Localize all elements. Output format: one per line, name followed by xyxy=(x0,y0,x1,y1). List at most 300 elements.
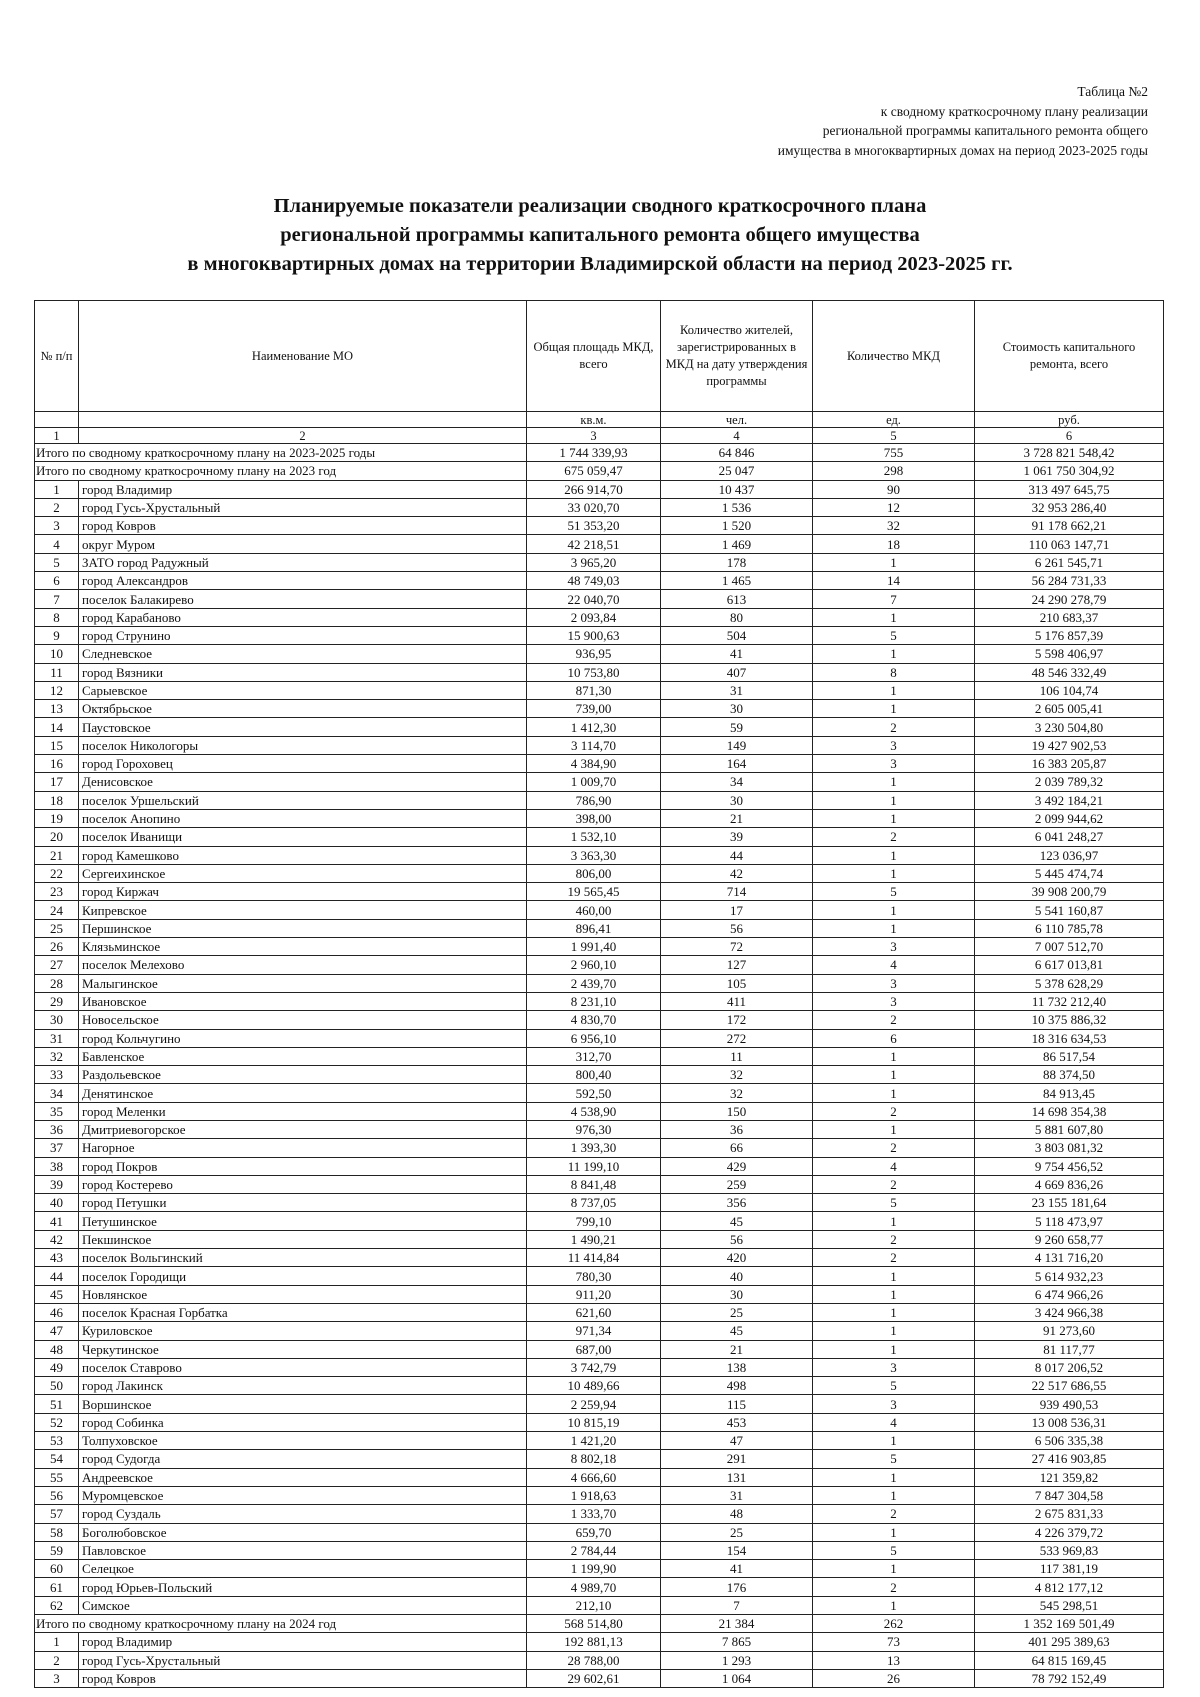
total-area-value: 687,00 xyxy=(527,1340,661,1358)
table-total-row xyxy=(35,1615,1164,1633)
residents-value: 150 xyxy=(661,1102,813,1120)
mo-name: Куриловское xyxy=(79,1322,527,1340)
title-line-1: Планируемые показатели реализации сводного краткосрочного плана xyxy=(273,195,927,217)
residents-value: 59 xyxy=(661,718,813,736)
total-area-value: 1 009,70 xyxy=(527,773,661,791)
mo-name: город Вязники xyxy=(79,663,527,681)
total-area-value: 10 753,80 xyxy=(527,663,661,681)
mo-name: город Суздаль xyxy=(79,1505,527,1523)
table-row xyxy=(35,1047,1164,1065)
mkd-count-value: 1 xyxy=(813,608,975,626)
row-number: 16 xyxy=(35,755,79,773)
mo-name: ЗАТО город Радужный xyxy=(79,553,527,571)
residents-value: 105 xyxy=(661,974,813,992)
mkd-count-value: 6 xyxy=(813,1029,975,1047)
table-row xyxy=(35,1395,1164,1413)
residents-value: 17 xyxy=(661,901,813,919)
total-area-value: 10 489,66 xyxy=(527,1377,661,1395)
row-number: 3 xyxy=(35,1669,79,1687)
repair-cost-value: 78 792 152,49 xyxy=(975,1669,1164,1687)
mkd-count-value: 1 xyxy=(813,1303,975,1321)
table-row xyxy=(35,553,1164,571)
residents-value: 66 xyxy=(661,1139,813,1157)
total-label: Итого по сводному краткосрочному плану на 2023-2025 годы xyxy=(35,444,527,462)
total-area-value: 4 989,70 xyxy=(527,1578,661,1596)
row-number: 23 xyxy=(35,883,79,901)
residents-value: 21 384 xyxy=(661,1615,813,1633)
residents-value: 259 xyxy=(661,1175,813,1193)
repair-cost-value: 84 913,45 xyxy=(975,1084,1164,1102)
table-row xyxy=(35,1541,1164,1559)
mkd-count-value: 14 xyxy=(813,572,975,590)
residents-value: 613 xyxy=(661,590,813,608)
mo-name: город Судогда xyxy=(79,1450,527,1468)
total-area-value: 2 093,84 xyxy=(527,608,661,626)
repair-cost-value: 2 675 831,33 xyxy=(975,1505,1164,1523)
repair-cost-value: 117 381,19 xyxy=(975,1560,1164,1578)
table-row xyxy=(35,773,1164,791)
mkd-count-value: 26 xyxy=(813,1669,975,1687)
table-row xyxy=(35,901,1164,919)
residents-value: 21 xyxy=(661,809,813,827)
residents-value: 411 xyxy=(661,992,813,1010)
total-area-value: 4 830,70 xyxy=(527,1011,661,1029)
row-number: 54 xyxy=(35,1450,79,1468)
residents-value: 1 520 xyxy=(661,517,813,535)
row-number: 57 xyxy=(35,1505,79,1523)
total-area-value: 11 414,84 xyxy=(527,1249,661,1267)
row-number: 1 xyxy=(35,480,79,498)
mkd-count-value: 5 xyxy=(813,1194,975,1212)
repair-cost-value: 24 290 278,79 xyxy=(975,590,1164,608)
repair-cost-value: 6 474 966,26 xyxy=(975,1285,1164,1303)
table-row xyxy=(35,1633,1164,1651)
total-area-value: 1 918,63 xyxy=(527,1486,661,1504)
total-area-value: 871,30 xyxy=(527,681,661,699)
row-number: 32 xyxy=(35,1047,79,1065)
mo-name: Черкутинское xyxy=(79,1340,527,1358)
colnum-6: 6 xyxy=(975,428,1164,444)
residents-value: 21 xyxy=(661,1340,813,1358)
residents-value: 34 xyxy=(661,773,813,791)
table-row xyxy=(35,1267,1164,1285)
mkd-count-value: 1 xyxy=(813,864,975,882)
mo-name: Боголюбовское xyxy=(79,1523,527,1541)
total-area-value: 33 020,70 xyxy=(527,498,661,516)
total-area-value: 15 900,63 xyxy=(527,626,661,644)
table-row xyxy=(35,1578,1164,1596)
residents-value: 47 xyxy=(661,1432,813,1450)
residents-value: 25 xyxy=(661,1303,813,1321)
residents-value: 356 xyxy=(661,1194,813,1212)
mo-name: Першинское xyxy=(79,919,527,937)
mo-name: Сергеихинское xyxy=(79,864,527,882)
mkd-count-value: 1 xyxy=(813,1267,975,1285)
mo-name: город Владимир xyxy=(79,1633,527,1651)
mo-name: Раздольевское xyxy=(79,1066,527,1084)
unit-residents: чел. xyxy=(661,412,813,428)
residents-value: 41 xyxy=(661,1560,813,1578)
total-area-value: 1 333,70 xyxy=(527,1505,661,1523)
total-area-value: 3 114,70 xyxy=(527,736,661,754)
total-area-value: 8 802,18 xyxy=(527,1450,661,1468)
document-title xyxy=(0,192,1200,279)
residents-value: 115 xyxy=(661,1395,813,1413)
residents-value: 272 xyxy=(661,1029,813,1047)
residents-value: 291 xyxy=(661,1450,813,1468)
row-number: 62 xyxy=(35,1596,79,1614)
residents-value: 11 xyxy=(661,1047,813,1065)
mo-name: поселок Иванищи xyxy=(79,828,527,846)
header-number: № п/п xyxy=(35,301,79,412)
total-area-value: 312,70 xyxy=(527,1047,661,1065)
table-row xyxy=(35,1285,1164,1303)
total-area-value: 8 231,10 xyxy=(527,992,661,1010)
mo-name: Паустовское xyxy=(79,718,527,736)
residents-value: 39 xyxy=(661,828,813,846)
residents-value: 31 xyxy=(661,681,813,699)
mo-name: Сарыевское xyxy=(79,681,527,699)
row-number: 10 xyxy=(35,645,79,663)
mo-name: Симское xyxy=(79,1596,527,1614)
mkd-count-value: 5 xyxy=(813,1377,975,1395)
header-row xyxy=(35,301,1164,412)
repair-cost-value: 6 041 248,27 xyxy=(975,828,1164,846)
repair-cost-value: 64 815 169,45 xyxy=(975,1651,1164,1669)
residents-value: 42 xyxy=(661,864,813,882)
caption-line-4: имущества в многоквартирных домах на период 2023-2025 годы xyxy=(777,142,1148,158)
row-number: 61 xyxy=(35,1578,79,1596)
total-area-value: 22 040,70 xyxy=(527,590,661,608)
repair-cost-value: 545 298,51 xyxy=(975,1596,1164,1614)
total-area-value: 2 784,44 xyxy=(527,1541,661,1559)
row-number: 45 xyxy=(35,1285,79,1303)
mkd-count-value: 1 xyxy=(813,1212,975,1230)
row-number: 60 xyxy=(35,1560,79,1578)
mo-name: Новлянское xyxy=(79,1285,527,1303)
row-number: 59 xyxy=(35,1541,79,1559)
total-area-value: 2 960,10 xyxy=(527,956,661,974)
repair-cost-value: 5 118 473,97 xyxy=(975,1212,1164,1230)
unit-mkd-count: ед. xyxy=(813,412,975,428)
mo-name: город Петушки xyxy=(79,1194,527,1212)
mo-name: Нагорное xyxy=(79,1139,527,1157)
table-row xyxy=(35,1157,1164,1175)
total-area-value: 10 815,19 xyxy=(527,1413,661,1431)
residents-value: 56 xyxy=(661,919,813,937)
row-number: 36 xyxy=(35,1120,79,1138)
row-number: 42 xyxy=(35,1230,79,1248)
mo-name: город Меленки xyxy=(79,1102,527,1120)
row-number: 53 xyxy=(35,1432,79,1450)
mo-name: город Гусь-Хрустальный xyxy=(79,1651,527,1669)
total-area-value: 2 259,94 xyxy=(527,1395,661,1413)
mo-name: Малыгинское xyxy=(79,974,527,992)
total-area-value: 621,60 xyxy=(527,1303,661,1321)
table-row xyxy=(35,1468,1164,1486)
row-number: 15 xyxy=(35,736,79,754)
repair-cost-value: 56 284 731,33 xyxy=(975,572,1164,590)
row-number: 26 xyxy=(35,938,79,956)
residents-value: 172 xyxy=(661,1011,813,1029)
row-number: 20 xyxy=(35,828,79,846)
repair-cost-value: 3 492 184,21 xyxy=(975,791,1164,809)
row-number: 51 xyxy=(35,1395,79,1413)
table-row xyxy=(35,1322,1164,1340)
total-area-value: 786,90 xyxy=(527,791,661,809)
colnum-3: 3 xyxy=(527,428,661,444)
total-area-value: 568 514,80 xyxy=(527,1615,661,1633)
mkd-count-value: 1 xyxy=(813,1047,975,1065)
table-row xyxy=(35,1212,1164,1230)
table-row xyxy=(35,938,1164,956)
repair-cost-value: 4 226 379,72 xyxy=(975,1523,1164,1541)
mo-name: Новосельское xyxy=(79,1011,527,1029)
mo-name: Селецкое xyxy=(79,1560,527,1578)
mkd-count-value: 298 xyxy=(813,462,975,480)
repair-cost-value: 14 698 354,38 xyxy=(975,1102,1164,1120)
residents-value: 64 846 xyxy=(661,444,813,462)
mkd-count-value: 2 xyxy=(813,1175,975,1193)
mo-name: Денятинское xyxy=(79,1084,527,1102)
repair-cost-value: 5 378 628,29 xyxy=(975,974,1164,992)
table-row xyxy=(35,626,1164,644)
residents-value: 1 293 xyxy=(661,1651,813,1669)
mo-name: поселок Балакирево xyxy=(79,590,527,608)
row-number: 18 xyxy=(35,791,79,809)
mo-name: поселок Городищи xyxy=(79,1267,527,1285)
mo-name: город Лакинск xyxy=(79,1377,527,1395)
table-row xyxy=(35,1084,1164,1102)
mo-name: город Собинка xyxy=(79,1413,527,1431)
mkd-count-value: 2 xyxy=(813,718,975,736)
mkd-count-value: 3 xyxy=(813,736,975,754)
mo-name: Следневское xyxy=(79,645,527,663)
mkd-count-value: 73 xyxy=(813,1633,975,1651)
repair-cost-value: 2 039 789,32 xyxy=(975,773,1164,791)
total-area-value: 2 439,70 xyxy=(527,974,661,992)
table-total-row xyxy=(35,444,1164,462)
residents-value: 420 xyxy=(661,1249,813,1267)
row-number: 41 xyxy=(35,1212,79,1230)
mo-name: поселок Уршельский xyxy=(79,791,527,809)
mkd-count-value: 2 xyxy=(813,1011,975,1029)
table-row xyxy=(35,1175,1164,1193)
repair-cost-value: 210 683,37 xyxy=(975,608,1164,626)
residents-value: 31 xyxy=(661,1486,813,1504)
total-area-value: 398,00 xyxy=(527,809,661,827)
total-area-value: 780,30 xyxy=(527,1267,661,1285)
row-number: 37 xyxy=(35,1139,79,1157)
mo-name: город Гусь-Хрустальный xyxy=(79,498,527,516)
mkd-count-value: 2 xyxy=(813,1505,975,1523)
mo-name: город Ковров xyxy=(79,1669,527,1687)
colnum-1: 1 xyxy=(35,428,79,444)
table-row xyxy=(35,498,1164,516)
table-row xyxy=(35,645,1164,663)
total-area-value: 8 841,48 xyxy=(527,1175,661,1193)
table-row xyxy=(35,1651,1164,1669)
row-number: 21 xyxy=(35,846,79,864)
total-area-value: 11 199,10 xyxy=(527,1157,661,1175)
repair-cost-value: 91 178 662,21 xyxy=(975,517,1164,535)
total-area-value: 4 538,90 xyxy=(527,1102,661,1120)
mkd-count-value: 1 xyxy=(813,1468,975,1486)
total-area-value: 1 421,20 xyxy=(527,1432,661,1450)
residents-value: 25 xyxy=(661,1523,813,1541)
repair-cost-value: 13 008 536,31 xyxy=(975,1413,1164,1431)
table-row xyxy=(35,809,1164,827)
mkd-count-value: 8 xyxy=(813,663,975,681)
repair-cost-value: 2 099 944,62 xyxy=(975,809,1164,827)
caption-line-3: региональной программы капитального ремонта общего xyxy=(822,123,1148,138)
total-area-value: 1 991,40 xyxy=(527,938,661,956)
repair-cost-value: 7 007 512,70 xyxy=(975,938,1164,956)
row-number: 14 xyxy=(35,718,79,736)
mo-name: Кипревское xyxy=(79,901,527,919)
residents-value: 453 xyxy=(661,1413,813,1431)
repair-cost-value: 401 295 389,63 xyxy=(975,1633,1164,1651)
residents-value: 7 xyxy=(661,1596,813,1614)
repair-cost-value: 7 847 304,58 xyxy=(975,1486,1164,1504)
mkd-count-value: 4 xyxy=(813,1413,975,1431)
total-area-value: 806,00 xyxy=(527,864,661,882)
mo-name: город Карабаново xyxy=(79,608,527,626)
residents-value: 30 xyxy=(661,1285,813,1303)
table-caption xyxy=(778,82,1148,160)
mo-name: Денисовское xyxy=(79,773,527,791)
row-number: 40 xyxy=(35,1194,79,1212)
row-number: 52 xyxy=(35,1413,79,1431)
row-number: 8 xyxy=(35,608,79,626)
unit-number xyxy=(35,412,79,428)
mkd-count-value: 2 xyxy=(813,1139,975,1157)
residents-value: 1 469 xyxy=(661,535,813,553)
table-row xyxy=(35,1377,1164,1395)
repair-cost-value: 10 375 886,32 xyxy=(975,1011,1164,1029)
mkd-count-value: 5 xyxy=(813,626,975,644)
caption-line-1: Таблица №2 xyxy=(1077,84,1148,99)
mkd-count-value: 2 xyxy=(813,1230,975,1248)
repair-cost-value: 22 517 686,55 xyxy=(975,1377,1164,1395)
repair-cost-value: 106 104,74 xyxy=(975,681,1164,699)
table-row xyxy=(35,1066,1164,1084)
row-number: 31 xyxy=(35,1029,79,1047)
mo-name: Октябрьское xyxy=(79,700,527,718)
mkd-count-value: 32 xyxy=(813,517,975,535)
mo-name: Клязьминское xyxy=(79,938,527,956)
repair-cost-value: 5 614 932,23 xyxy=(975,1267,1164,1285)
mkd-count-value: 3 xyxy=(813,755,975,773)
total-label: Итого по сводному краткосрочному плану на 2023 год xyxy=(35,462,527,480)
total-area-value: 1 490,21 xyxy=(527,1230,661,1248)
mo-name: город Владимир xyxy=(79,480,527,498)
row-number: 29 xyxy=(35,992,79,1010)
row-number: 19 xyxy=(35,809,79,827)
mkd-count-value: 5 xyxy=(813,883,975,901)
indicators-table xyxy=(34,300,1164,1688)
mkd-count-value: 1 xyxy=(813,1120,975,1138)
repair-cost-value: 2 605 005,41 xyxy=(975,700,1164,718)
repair-cost-value: 4 812 177,12 xyxy=(975,1578,1164,1596)
repair-cost-value: 5 541 160,87 xyxy=(975,901,1164,919)
table-row xyxy=(35,1194,1164,1212)
mo-name: город Гороховец xyxy=(79,755,527,773)
repair-cost-value: 4 131 716,20 xyxy=(975,1249,1164,1267)
mo-name: Дмитриевогорское xyxy=(79,1120,527,1138)
repair-cost-value: 16 383 205,87 xyxy=(975,755,1164,773)
row-number: 50 xyxy=(35,1377,79,1395)
total-area-value: 8 737,05 xyxy=(527,1194,661,1212)
row-number: 3 xyxy=(35,517,79,535)
row-number: 43 xyxy=(35,1249,79,1267)
mo-name: поселок Анопино xyxy=(79,809,527,827)
repair-cost-value: 23 155 181,64 xyxy=(975,1194,1164,1212)
table-row xyxy=(35,1560,1164,1578)
table-row xyxy=(35,956,1164,974)
repair-cost-value: 6 261 545,71 xyxy=(975,553,1164,571)
table-row xyxy=(35,718,1164,736)
mkd-count-value: 1 xyxy=(813,1432,975,1450)
table-row xyxy=(35,1450,1164,1468)
residents-value: 10 437 xyxy=(661,480,813,498)
mkd-count-value: 3 xyxy=(813,1395,975,1413)
column-numbers-row xyxy=(35,428,1164,444)
row-number: 34 xyxy=(35,1084,79,1102)
total-area-value: 4 666,60 xyxy=(527,1468,661,1486)
repair-cost-value: 32 953 286,40 xyxy=(975,498,1164,516)
mkd-count-value: 3 xyxy=(813,974,975,992)
total-area-value: 29 602,61 xyxy=(527,1669,661,1687)
header-repair-cost: Стоимость капитального ремонта, всего xyxy=(975,301,1164,412)
mkd-count-value: 1 xyxy=(813,1285,975,1303)
total-area-value: 1 199,90 xyxy=(527,1560,661,1578)
repair-cost-value: 8 017 206,52 xyxy=(975,1358,1164,1376)
repair-cost-value: 121 359,82 xyxy=(975,1468,1164,1486)
row-number: 25 xyxy=(35,919,79,937)
mo-name: Ивановское xyxy=(79,992,527,1010)
table-row xyxy=(35,791,1164,809)
row-number: 5 xyxy=(35,553,79,571)
mo-name: поселок Ставрово xyxy=(79,1358,527,1376)
repair-cost-value: 86 517,54 xyxy=(975,1047,1164,1065)
row-number: 30 xyxy=(35,1011,79,1029)
table-row xyxy=(35,700,1164,718)
mo-name: поселок Красная Горбатка xyxy=(79,1303,527,1321)
mkd-count-value: 1 xyxy=(813,1486,975,1504)
repair-cost-value: 1 352 169 501,49 xyxy=(975,1615,1164,1633)
mkd-count-value: 1 xyxy=(813,700,975,718)
mo-name: город Киржач xyxy=(79,883,527,901)
residents-value: 178 xyxy=(661,553,813,571)
residents-value: 149 xyxy=(661,736,813,754)
mkd-count-value: 5 xyxy=(813,1541,975,1559)
table-row xyxy=(35,1029,1164,1047)
repair-cost-value: 939 490,53 xyxy=(975,1395,1164,1413)
header-mkd-count: Количество МКД xyxy=(813,301,975,412)
table-row xyxy=(35,1505,1164,1523)
table-body xyxy=(35,444,1164,1688)
repair-cost-value: 313 497 645,75 xyxy=(975,480,1164,498)
colnum-4: 4 xyxy=(661,428,813,444)
table-row xyxy=(35,1669,1164,1687)
repair-cost-value: 3 803 081,32 xyxy=(975,1139,1164,1157)
residents-value: 41 xyxy=(661,645,813,663)
mo-name: Андреевское xyxy=(79,1468,527,1486)
title-line-2: региональной программы капитального ремонта общего имущества xyxy=(280,224,920,246)
residents-value: 48 xyxy=(661,1505,813,1523)
mkd-count-value: 12 xyxy=(813,498,975,516)
